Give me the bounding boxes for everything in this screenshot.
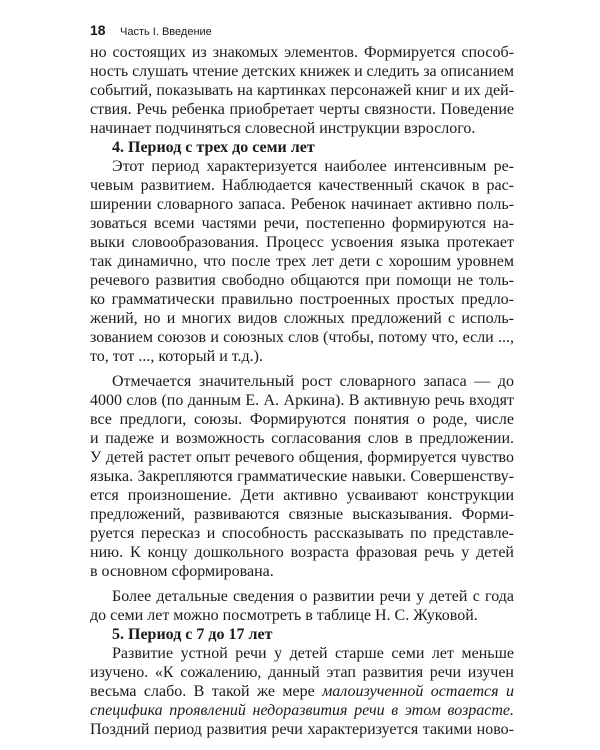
text-line: жений, но и многих видов сложных предложений с исполь- — [90, 310, 514, 327]
section-heading-5: 5. Период с 7 до 17 лет — [112, 626, 273, 643]
text-line: ствия. Речь ребенка приобретает черты связности. Поведение — [90, 101, 514, 118]
text-line: в основном сформирована. — [90, 563, 274, 580]
text-line: Этот период характеризуется наиболее интенсивным ре- — [112, 158, 514, 175]
text-line: выки словообразования. Процесс усвоения языка протекает — [90, 234, 514, 251]
text-line: так динамично, что после трех лет дети с хорошим уровнем — [90, 253, 514, 270]
text-line: и падеже и возможность согласования слов в предложении. — [90, 430, 514, 447]
text-line: нию. К концу дошкольного возраста фразовая речь у детей — [90, 544, 514, 561]
italic-text-run: малоизученной остается и — [322, 683, 514, 700]
text-line: зоваться всеми частями речи, постепенно формируются на- — [90, 215, 514, 232]
text-line: событий, показывать на картинках персонажей книг и их дей- — [90, 82, 514, 99]
text-line: ширении словарного запаса. Ребенок начинает активно поль- — [90, 196, 514, 213]
text-line-mixed — [90, 682, 514, 701]
paragraph-2 — [90, 157, 514, 366]
running-head — [90, 22, 212, 40]
text-line: предложений, развиваются связные высказывания. Форми- — [90, 506, 514, 523]
text-line: руется пересказ и способность рассказывать по представле- — [90, 525, 514, 542]
italic-text-line: специфика проявлений недоразвития речи в этом возрасте. — [90, 702, 514, 719]
paragraph-3 — [90, 372, 514, 581]
text-line: Более детальные сведения о развитии речи у детей с года — [112, 588, 514, 605]
text-line: У детей растет опыт речевого общения, формируется чувство — [90, 449, 514, 466]
paragraph-5 — [90, 644, 514, 739]
text-line: чевым развитием. Наблюдается качественный скачок в рас- — [90, 177, 514, 194]
text-line: Отмечается значительный рост словарного запаса — до — [112, 373, 514, 390]
paragraph-4 — [90, 587, 514, 625]
text-line: Развитие устной речи у детей старше семи лет меньше — [112, 645, 514, 662]
text-line: до семи лет можно посмотреть в таблице Н. С. Жуковой. — [90, 607, 478, 624]
text-line: изучено. «К сожалению, данный этап развития речи изучен — [90, 664, 514, 681]
text-line: ко грамматически правильно построенных простых предло- — [90, 291, 514, 308]
text-run: весьма слабо. В такой же мере — [90, 683, 323, 700]
text-line: ется произношение. Дети активно усваивают конструкции — [90, 487, 514, 504]
text-line: 4000 слов (по данным Е. А. Аркина). В активную речь входят — [90, 392, 514, 409]
text-line: то, тот ..., который и т.д.). — [90, 348, 264, 365]
text-line: все предлоги, союзы. Формируются понятия о роде, числе — [90, 411, 514, 428]
section-heading-4: 4. Период с трех до семи лет — [112, 139, 315, 156]
text-line: Поздний период развития речи характеризуется такими ново- — [90, 721, 514, 738]
text-line: начинает подчиняться словесной инструкции взрослого. — [90, 120, 476, 137]
paragraph-1 — [90, 43, 514, 138]
text-line: речевого развития свободно общаются при помощи не толь- — [90, 272, 514, 289]
text-line: ность слушать чтение детских книжек и следить за описанием — [90, 63, 514, 80]
text-line: языка. Закрепляются грамматические навыки. Совершенству- — [90, 468, 514, 485]
page-body — [90, 43, 514, 739]
text-line: зованием союзов и союзных слов (чтобы, потому что, если ..., — [90, 329, 514, 346]
running-title: Часть I. Введение — [120, 26, 212, 38]
text-line: но состоящих из знакомых элементов. Формируется способ- — [90, 44, 514, 61]
page-number: 18 — [90, 22, 106, 38]
